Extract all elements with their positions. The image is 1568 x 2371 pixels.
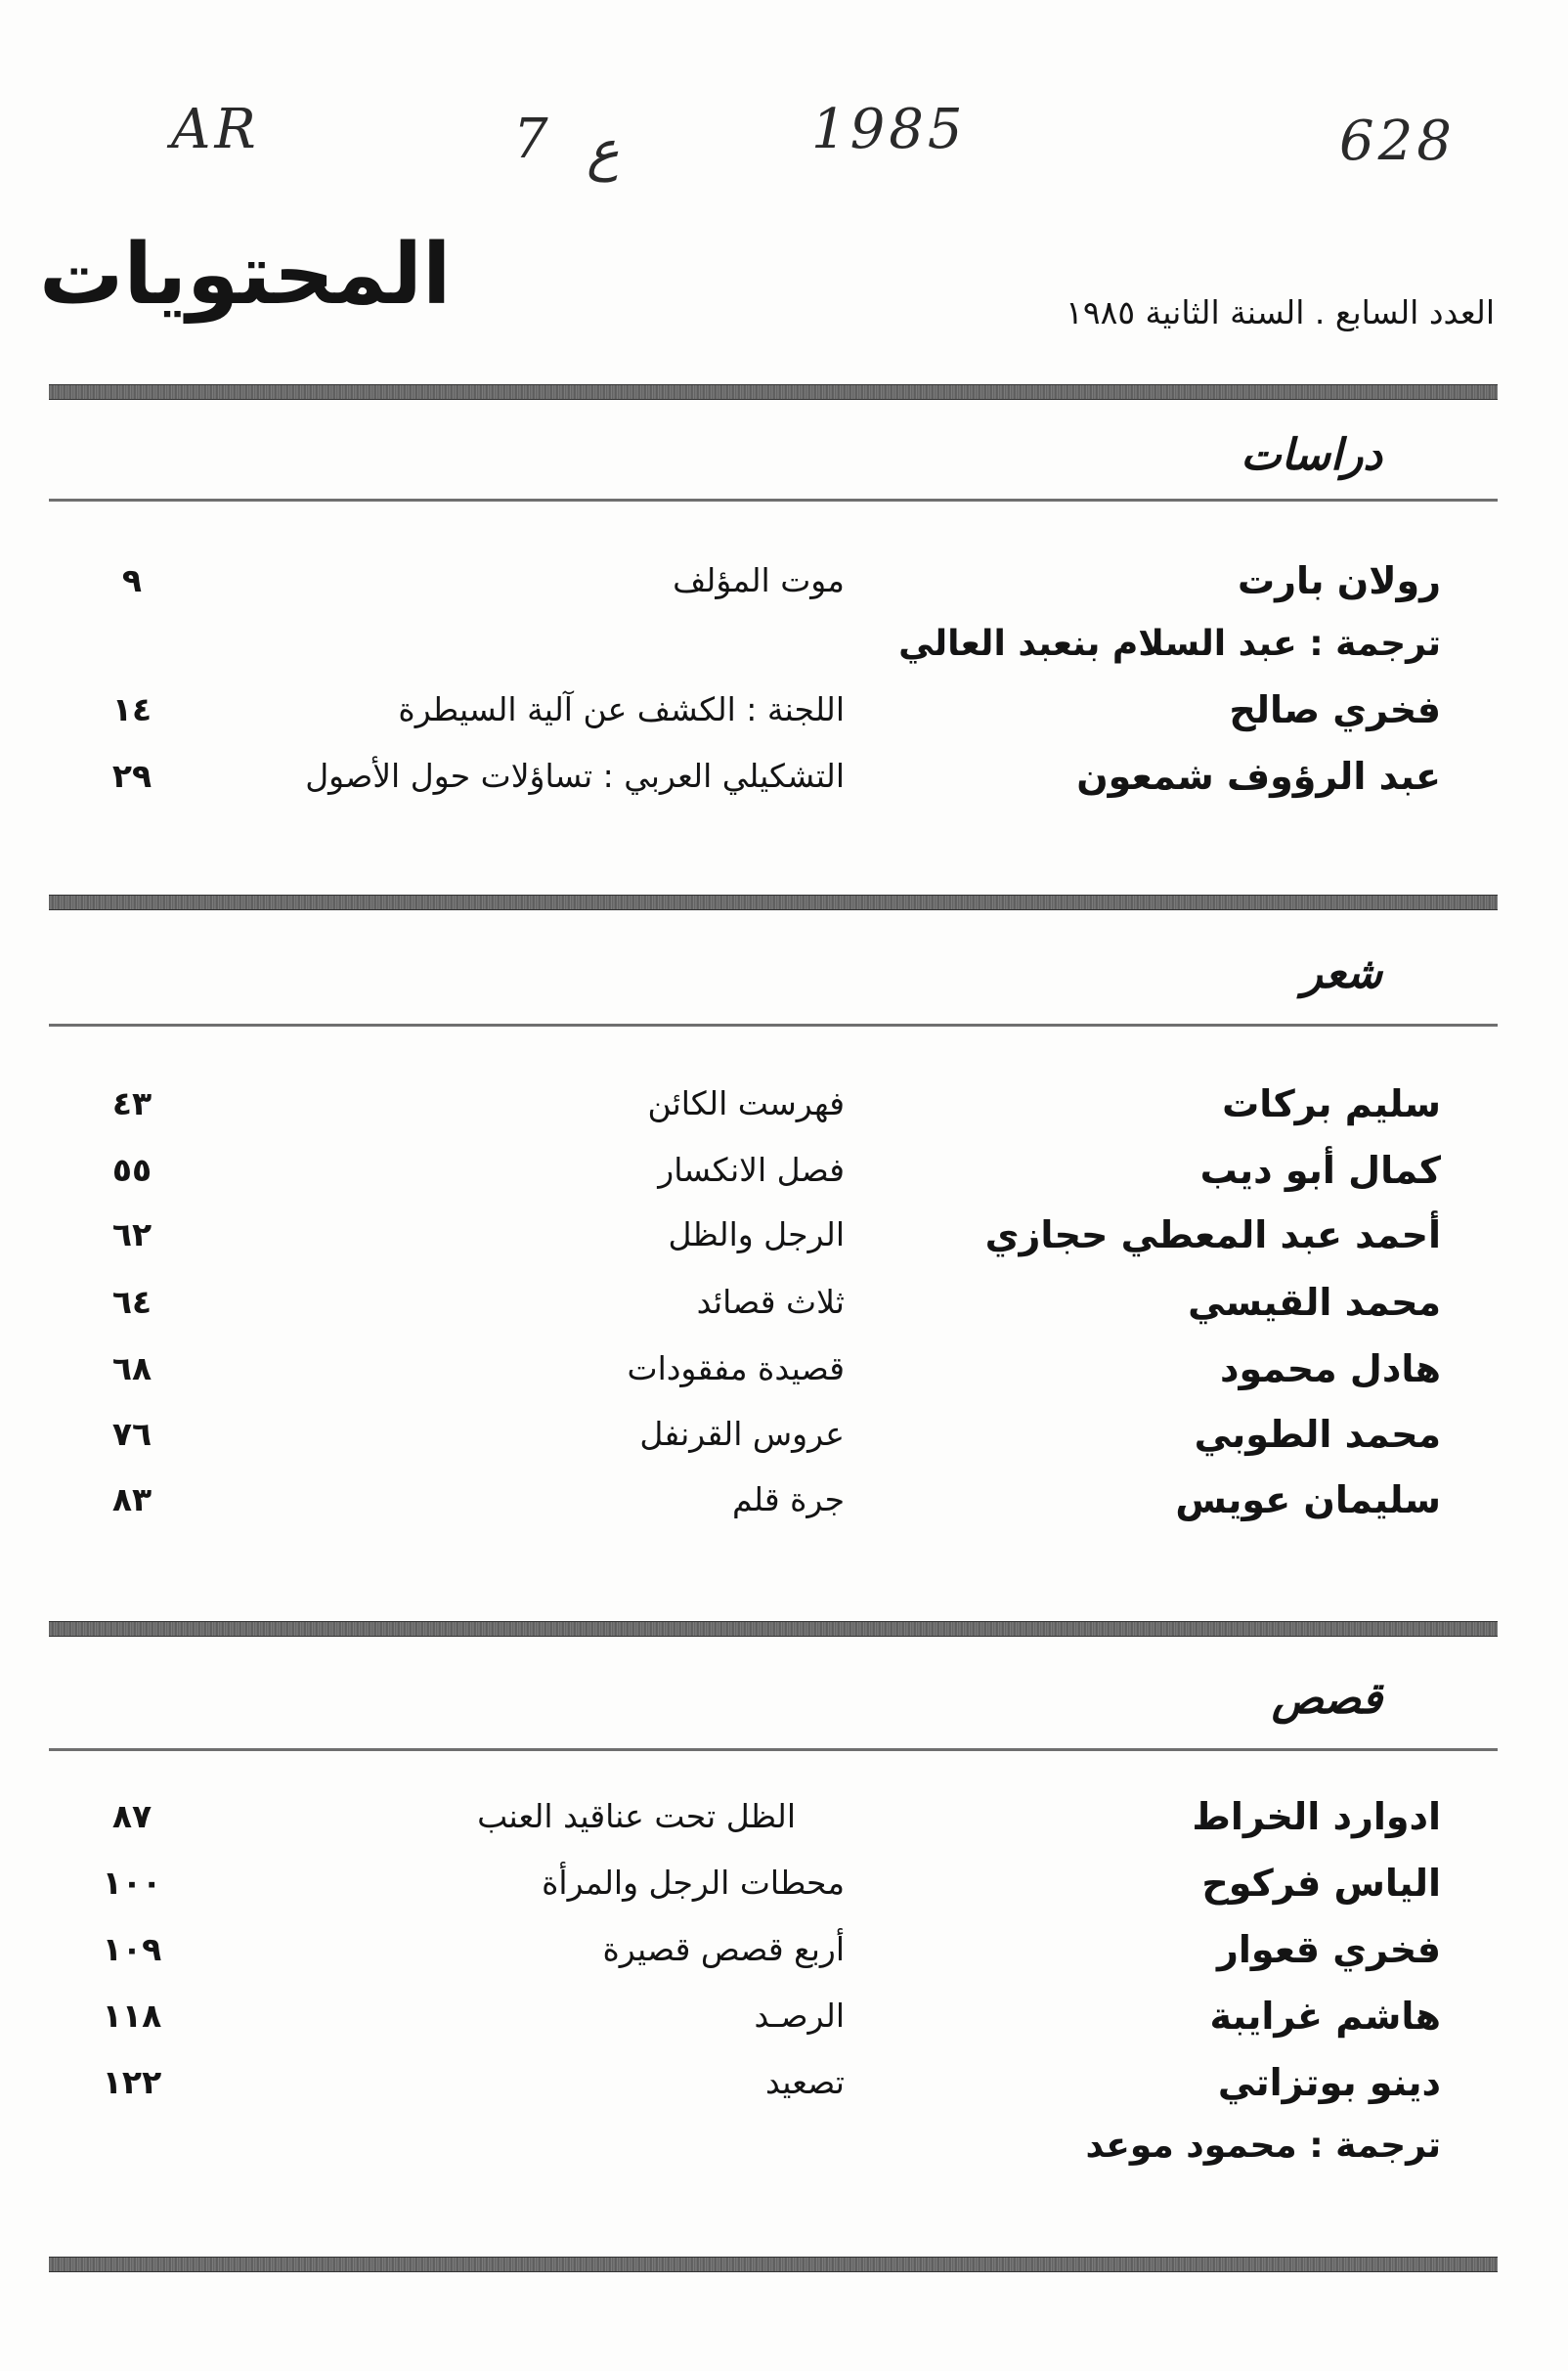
entry-title: قصيدة مفقودات xyxy=(627,1349,845,1387)
translator-credit: ترجمة : محمود موعد xyxy=(1085,2126,1441,2166)
toc-entry xyxy=(0,688,1568,749)
handwritten-code-left: AR xyxy=(171,98,260,161)
toc-entry xyxy=(0,1082,1568,1143)
entry-page: ١٠٠ xyxy=(102,1864,162,1902)
entry-page: ٦٤ xyxy=(111,1283,152,1321)
entry-title: جرة قلم xyxy=(731,1480,845,1518)
toc-entry xyxy=(0,1213,1568,1274)
entry-page: ١٠٩ xyxy=(102,1930,162,1968)
entry-page: ٦٨ xyxy=(111,1349,152,1387)
entry-author: فخري صالح xyxy=(1229,688,1441,731)
toc-entry xyxy=(0,1413,1568,1473)
toc-entry xyxy=(0,1149,1568,1209)
entry-author: هادل محمود xyxy=(1219,1347,1441,1390)
entry-page: ١٢٢ xyxy=(102,2063,162,2101)
entry-author: أحمد عبد المعطي حجازي xyxy=(984,1213,1441,1256)
divider-after-studies xyxy=(49,895,1498,910)
toc-entry xyxy=(0,1928,1568,1989)
section-title-poetry: شعر xyxy=(1301,948,1382,998)
divider-studies xyxy=(49,499,1498,502)
toc-entry xyxy=(0,1347,1568,1408)
entry-title: عروس القرنفل xyxy=(639,1415,845,1453)
toc-entry xyxy=(0,2061,1568,2122)
entry-author: رولان بارت xyxy=(1237,559,1441,602)
entry-page: ٨٧ xyxy=(111,1797,152,1835)
translator-credit: ترجمة : عبد السلام بنعبد العالي xyxy=(898,624,1441,664)
page-title: المحتويات xyxy=(39,226,452,324)
divider-bottom xyxy=(49,2257,1498,2272)
handwritten-letter: ع xyxy=(587,119,620,183)
entry-author: الياس فركوح xyxy=(1201,1862,1441,1905)
entry-author: محمد الطوبي xyxy=(1194,1413,1441,1456)
entry-title: اللجنة : الكشف عن آلية السيطرة xyxy=(398,690,845,728)
entry-page: ٤٣ xyxy=(111,1084,152,1122)
entry-title: الرصـد xyxy=(754,1997,845,2035)
divider-after-poetry xyxy=(49,1621,1498,1637)
entry-page: ٨٣ xyxy=(111,1480,152,1518)
entry-author: ادوارد الخراط xyxy=(1192,1795,1441,1838)
divider-top xyxy=(49,384,1498,400)
toc-entry xyxy=(0,1478,1568,1539)
entry-title: أربع قصص قصيرة xyxy=(602,1930,845,1968)
entry-author: كمال أبو ديب xyxy=(1199,1149,1441,1192)
toc-entry xyxy=(0,1995,1568,2055)
handwritten-year: 1985 xyxy=(811,98,967,161)
entry-title: ثلاث قصائد xyxy=(696,1283,845,1321)
divider-poetry xyxy=(49,1024,1498,1027)
entry-page: ٢٩ xyxy=(111,757,152,795)
entry-title: الرجل والظل xyxy=(668,1215,845,1253)
entry-author: محمد القيسي xyxy=(1188,1281,1441,1324)
toc-entry xyxy=(0,1862,1568,1922)
entry-title: محطات الرجل والمرأة xyxy=(542,1864,845,1902)
entry-page: ٧٦ xyxy=(111,1415,152,1453)
divider-stories xyxy=(49,1748,1498,1751)
issue-info: العدد السابع . السنة الثانية ١٩٨٥ xyxy=(1066,293,1495,331)
entry-page: ٥٥ xyxy=(111,1151,152,1189)
toc-entry xyxy=(0,559,1568,620)
entry-title: فهرست الكائن xyxy=(647,1084,845,1122)
entry-author: سليم بركات xyxy=(1222,1082,1441,1125)
entry-page: ٩ xyxy=(121,561,143,599)
section-title-stories: قصص xyxy=(1271,1674,1382,1724)
entry-author: عبد الرؤوف شمعون xyxy=(1076,755,1441,798)
toc-entry xyxy=(0,1281,1568,1341)
entry-author: سليمان عويس xyxy=(1175,1478,1441,1521)
entry-page: ٦٢ xyxy=(111,1215,152,1253)
handwritten-number: 7 xyxy=(513,108,552,171)
entry-author: دينو بوتزاتي xyxy=(1217,2061,1441,2104)
section-title-studies: دراسات xyxy=(1241,430,1382,480)
toc-entry xyxy=(0,755,1568,815)
entry-title: التشكيلي العربي : تساؤلات حول الأصول xyxy=(305,757,845,795)
entry-title: تصعيد xyxy=(764,2063,845,2101)
entry-author: فخري قعوار xyxy=(1216,1928,1441,1971)
entry-page: ١١٨ xyxy=(102,1997,162,2035)
toc-entry xyxy=(0,1795,1568,1856)
entry-page: ١٤ xyxy=(111,690,152,728)
entry-author: هاشم غرايبة xyxy=(1209,1995,1441,2038)
entry-title: فصل الانكسار xyxy=(658,1151,845,1189)
handwritten-code-right: 628 xyxy=(1339,110,1456,173)
entry-title: الظل تحت عناقيد العنب xyxy=(477,1797,796,1835)
entry-title: موت المؤلف xyxy=(673,561,845,599)
